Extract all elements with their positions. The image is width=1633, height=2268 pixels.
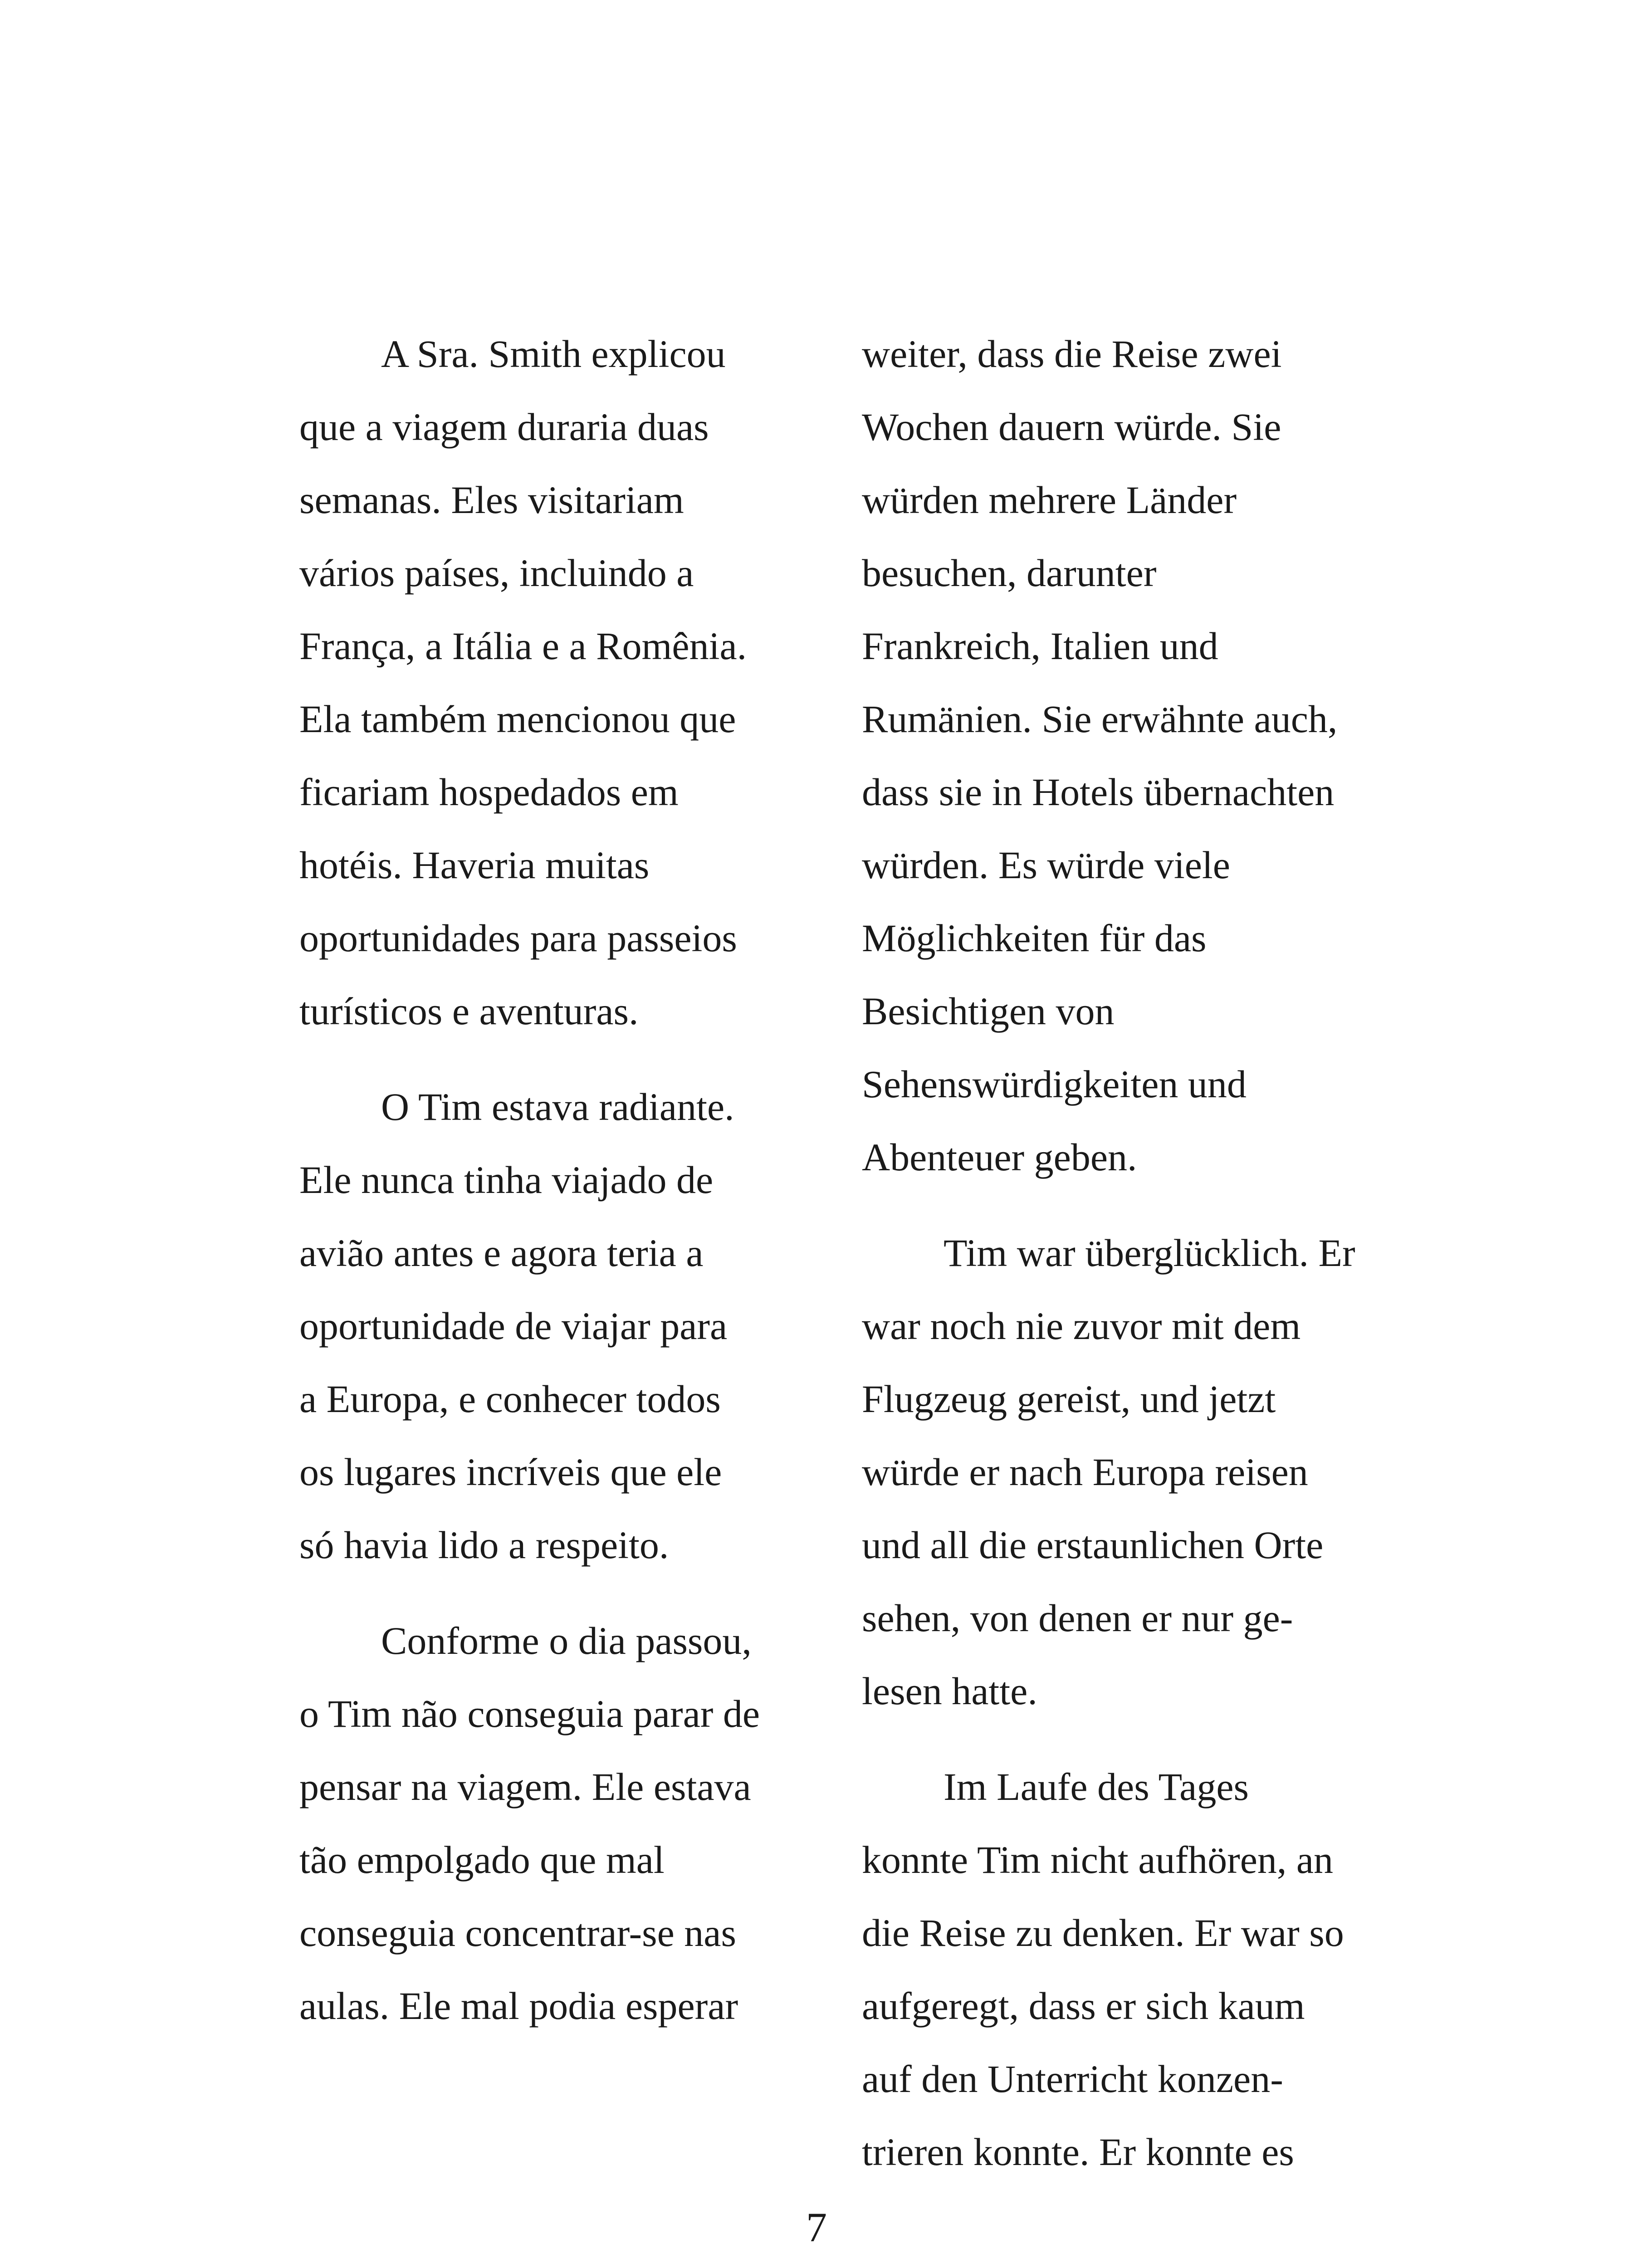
text-line: A Sra. Smith explicou xyxy=(381,332,726,376)
text-line: vários países, incluindo a xyxy=(299,551,694,595)
text-line: a Europa, e conhecer todos xyxy=(299,1377,721,1421)
text-line: Möglichkeiten für das xyxy=(862,916,1207,960)
text-line: tão empolgado que mal xyxy=(299,1838,665,1882)
text-line: que a viagem duraria duas xyxy=(299,405,709,449)
text-line: avião antes e agora teria a xyxy=(299,1231,704,1275)
paragraph xyxy=(299,318,835,1048)
text-line: Conforme o dia passou, xyxy=(381,1619,752,1662)
text-line: oportunidade de viajar para xyxy=(299,1304,728,1348)
text-line: O Tim estava radiante. xyxy=(381,1085,734,1129)
text-line: França, a Itália e a Romênia. xyxy=(299,624,747,668)
paragraph xyxy=(299,1604,835,2043)
text-line: os lugares incríveis que ele xyxy=(299,1450,722,1494)
text-line: Im Laufe des Tages xyxy=(944,1765,1249,1809)
text-line: würden mehrere Länder xyxy=(862,478,1237,522)
text-line: Besichtigen von xyxy=(862,989,1115,1033)
text-line: Ele nunca tinha viajado de xyxy=(299,1158,714,1202)
text-line: hotéis. Haveria muitas xyxy=(299,843,650,887)
text-line: conseguia concentrar-se nas xyxy=(299,1911,736,1955)
text-line: auf den Unterricht konzen- xyxy=(862,2057,1283,2101)
paragraph xyxy=(862,318,1433,1194)
text-line: Tim war überglücklich. Er xyxy=(944,1231,1355,1275)
text-line: würde er nach Europa reisen xyxy=(862,1450,1308,1494)
text-line: aufgeregt, dass er sich kaum xyxy=(862,1984,1305,2028)
paragraph xyxy=(862,1217,1433,1728)
left-text-column xyxy=(299,318,835,2065)
page-number: 7 xyxy=(806,2204,827,2250)
paragraph xyxy=(299,1070,835,1582)
text-line: sehen, von denen er nur ge- xyxy=(862,1596,1293,1640)
text-line: Abenteuer geben. xyxy=(862,1135,1137,1179)
text-line: só havia lido a respeito. xyxy=(299,1523,669,1567)
text-line: Flugzeug gereist, und jetzt xyxy=(862,1377,1276,1421)
text-line: oportunidades para passeios xyxy=(299,916,737,960)
text-line: dass sie in Hotels übernachten xyxy=(862,770,1335,814)
text-line: Rumänien. Sie erwähnte auch, xyxy=(862,697,1338,741)
text-line: konnte Tim nicht aufhören, an xyxy=(862,1838,1334,1882)
text-line: turísticos e aventuras. xyxy=(299,989,639,1033)
text-line: lesen hatte. xyxy=(862,1669,1037,1713)
text-line: weiter, dass die Reise zwei xyxy=(862,332,1282,376)
text-line: o Tim não conseguia parar de xyxy=(299,1692,760,1735)
text-line: trieren konnte. Er konnte es xyxy=(862,2130,1294,2174)
text-line: ficariam hospedados em xyxy=(299,770,679,814)
text-line: aulas. Ele mal podia esperar xyxy=(299,1984,738,2028)
text-line: Wochen dauern würde. Sie xyxy=(862,405,1281,449)
text-line: Ela também mencionou que xyxy=(299,697,736,741)
text-line: die Reise zu denken. Er war so xyxy=(862,1911,1344,1955)
text-line: würden. Es würde viele xyxy=(862,843,1230,887)
text-line: pensar na viagem. Ele estava xyxy=(299,1765,751,1809)
text-line: und all die erstaunlichen Orte xyxy=(862,1523,1324,1567)
right-text-column xyxy=(862,318,1433,2211)
text-line: besuchen, darunter xyxy=(862,551,1157,595)
text-line: war noch nie zuvor mit dem xyxy=(862,1304,1301,1348)
text-line: semanas. Eles visitariam xyxy=(299,478,684,522)
text-line: Sehenswürdigkeiten und xyxy=(862,1062,1247,1106)
paragraph xyxy=(862,1750,1433,2189)
text-line: Frankreich, Italien und xyxy=(862,624,1218,668)
